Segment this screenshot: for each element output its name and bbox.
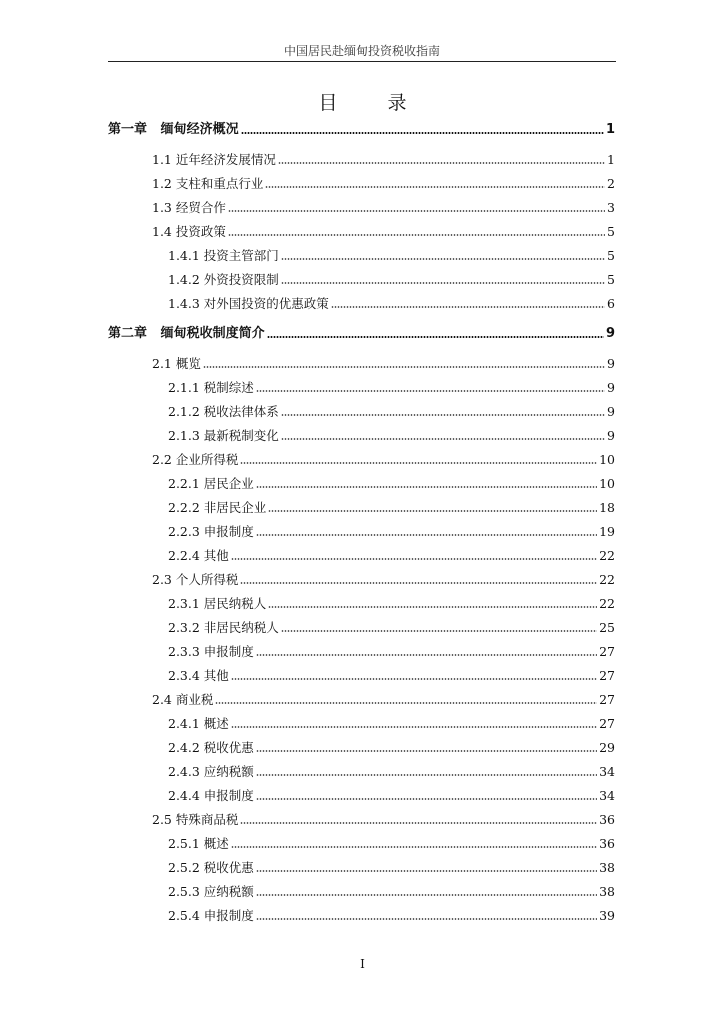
toc-leader-dots: [256, 485, 597, 489]
toc-entry-page: 9: [607, 356, 615, 371]
toc-entry[interactable]: [168, 834, 615, 854]
toc-leader-dots: [231, 725, 597, 729]
toc-entry-page: 1: [605, 122, 615, 137]
toc-entry-label: 2.5.3 应纳税额: [168, 884, 254, 899]
toc-entry-page: 38: [599, 860, 615, 875]
toc-entry-label: 2.2.1 居民企业: [168, 476, 254, 491]
toc-leader-dots: [215, 701, 597, 705]
toc-entry[interactable]: [168, 858, 615, 878]
toc-leader-dots: [278, 161, 605, 165]
toc-leader-dots: [267, 335, 604, 339]
toc-entry-label: 2.1.2 税收法律体系: [168, 404, 279, 419]
toc-entry-label: 2.3.3 申报制度: [168, 644, 254, 659]
toc-entry-label: 2.2.2 非居民企业: [168, 500, 267, 515]
toc-entry-label: 2.1 概览: [152, 356, 201, 371]
toc-chapter-entry[interactable]: [108, 120, 615, 140]
toc-leader-dots: [268, 509, 597, 513]
toc-entry-label: 1.3 经贸合作: [152, 200, 226, 215]
toc-entry-page: 10: [599, 452, 615, 467]
toc-entry[interactable]: [168, 246, 615, 266]
toc-entry-label: 第二章 缅甸税收制度简介: [108, 326, 265, 341]
toc-entry-label: 1.2 支柱和重点行业: [152, 176, 264, 191]
toc-entry[interactable]: [168, 786, 615, 806]
toc-entry[interactable]: [168, 402, 615, 422]
toc-entry[interactable]: [168, 714, 615, 734]
toc-entry-page: 2: [607, 176, 615, 191]
toc-entry[interactable]: [168, 522, 615, 542]
toc-entry-page: 22: [599, 548, 615, 563]
toc-leader-dots: [281, 281, 605, 285]
toc-entry-label: 2.4.4 申报制度: [168, 788, 254, 803]
toc-entry-label: 2.1.3 最新税制变化: [168, 428, 279, 443]
toc-entry-page: 5: [607, 224, 615, 239]
toc-entry-page: 22: [599, 572, 615, 587]
toc-entry-label: 2.4.1 概述: [168, 716, 229, 731]
running-header: 中国居民赴缅甸投资税收指南: [283, 44, 440, 58]
toc-entry-label: 第一章 缅甸经济概况: [108, 122, 239, 137]
toc-entry[interactable]: [168, 762, 615, 782]
toc-entry-label: 2.2 企业所得税: [152, 452, 239, 467]
toc-entry-label: 2.3.2 非居民纳税人: [168, 620, 279, 635]
toc-entry-page: 36: [599, 812, 615, 827]
toc-title: 目 录: [318, 92, 429, 114]
toc-entry-page: 39: [599, 908, 615, 923]
toc-leader-dots: [240, 461, 597, 465]
toc-entry[interactable]: [168, 738, 615, 758]
toc-entry[interactable]: [168, 906, 615, 926]
toc-entry-page: 9: [607, 404, 615, 419]
toc-entry[interactable]: [152, 450, 615, 470]
toc-entry[interactable]: [152, 810, 615, 830]
toc-leader-dots: [281, 257, 605, 261]
toc-leader-dots: [331, 305, 605, 309]
toc-entry-label: 2.3.4 其他: [168, 668, 229, 683]
toc-entry-label: 1.4 投资政策: [152, 224, 226, 239]
toc-entry-page: 10: [599, 476, 615, 491]
page-number: I: [360, 957, 365, 971]
toc-leader-dots: [240, 821, 597, 825]
toc-leader-dots: [241, 131, 604, 135]
toc-entry[interactable]: [152, 222, 615, 242]
toc-entry-label: 2.4.2 税收优惠: [168, 740, 254, 755]
toc-entry-page: 19: [599, 524, 615, 539]
toc-leader-dots: [256, 869, 597, 873]
toc-entry-label: 1.4.1 投资主管部门: [168, 248, 279, 263]
toc-leader-dots: [268, 605, 597, 609]
toc-leader-dots: [256, 389, 605, 393]
toc-entry-page: 6: [607, 296, 615, 311]
toc-leader-dots: [256, 749, 597, 753]
toc-leader-dots: [256, 653, 597, 657]
toc-entry[interactable]: [168, 378, 615, 398]
toc-leader-dots: [281, 437, 605, 441]
toc-leader-dots: [256, 893, 597, 897]
toc-entry-label: 2.2.3 申报制度: [168, 524, 254, 539]
toc-leader-dots: [203, 365, 605, 369]
toc-entry-label: 2.4.3 应纳税额: [168, 764, 254, 779]
toc-entry[interactable]: [168, 594, 615, 614]
toc-entry-page: 34: [599, 764, 615, 779]
toc-entry[interactable]: [152, 570, 615, 590]
toc-entry-page: 27: [599, 716, 615, 731]
toc-entry-label: 2.3.1 居民纳税人: [168, 596, 267, 611]
toc-chapter-entry[interactable]: [108, 324, 615, 344]
toc-leader-dots: [228, 209, 605, 213]
toc-leader-dots: [240, 581, 597, 585]
toc-entry[interactable]: [168, 546, 615, 566]
toc-entry-page: 22: [599, 596, 615, 611]
toc-leader-dots: [231, 677, 597, 681]
toc-entry-label: 2.2.4 其他: [168, 548, 229, 563]
toc-entry[interactable]: [168, 270, 615, 290]
toc-entry[interactable]: [168, 498, 615, 518]
toc-entry[interactable]: [168, 618, 615, 638]
toc-entry-page: 3: [607, 200, 615, 215]
toc-leader-dots: [256, 533, 597, 537]
toc-entry-page: 1: [607, 152, 615, 167]
toc-leader-dots: [256, 917, 597, 921]
toc-entry-label: 2.5 特殊商品税: [152, 812, 239, 827]
toc-entry-page: 5: [607, 272, 615, 287]
toc-leader-dots: [281, 629, 597, 633]
toc-entry[interactable]: [168, 666, 615, 686]
toc-entry[interactable]: [168, 426, 615, 446]
toc-entry-page: 36: [599, 836, 615, 851]
toc-entry-page: 29: [599, 740, 615, 755]
toc-entry-page: 27: [599, 668, 615, 683]
toc-leader-dots: [228, 233, 605, 237]
toc-entry-label: 2.5.1 概述: [168, 836, 229, 851]
toc-leader-dots: [281, 413, 605, 417]
toc-entry-page: 27: [599, 644, 615, 659]
toc-leader-dots: [231, 557, 597, 561]
toc-entry-page: 18: [599, 500, 615, 515]
toc-entry[interactable]: [152, 690, 615, 710]
toc-entry-label: 2.5.4 申报制度: [168, 908, 254, 923]
toc-entry[interactable]: [152, 174, 615, 194]
toc-entry-page: 9: [607, 428, 615, 443]
toc-entry-page: 9: [605, 326, 615, 341]
toc-entry-label: 2.3 个人所得税: [152, 572, 239, 587]
toc-leader-dots: [256, 773, 597, 777]
toc-leader-dots: [256, 797, 597, 801]
toc-entry-page: 38: [599, 884, 615, 899]
toc-entry-label: 2.4 商业税: [152, 692, 214, 707]
toc-entry-label: 1.4.2 外资投资限制: [168, 272, 279, 287]
toc-entry[interactable]: [152, 150, 615, 170]
toc-leader-dots: [231, 845, 597, 849]
toc-entry-page: 5: [607, 248, 615, 263]
toc-entry-page: 25: [599, 620, 615, 635]
toc-entry-label: 1.4.3 对外国投资的优惠政策: [168, 296, 329, 311]
toc-entry[interactable]: [168, 294, 615, 314]
toc-entry-page: 34: [599, 788, 615, 803]
toc-entry[interactable]: [168, 882, 615, 902]
toc-entry-page: 9: [607, 380, 615, 395]
toc-entry[interactable]: [152, 198, 615, 218]
toc-entry[interactable]: [152, 354, 615, 374]
toc-leader-dots: [265, 185, 605, 189]
toc-entry[interactable]: [168, 474, 615, 494]
toc-entry-page: 27: [599, 692, 615, 707]
toc-entry-label: 2.1.1 税制综述: [168, 380, 254, 395]
toc-entry-label: 1.1 近年经济发展情况: [152, 152, 276, 167]
toc-entry-label: 2.5.2 税收优惠: [168, 860, 254, 875]
toc-entry[interactable]: [168, 642, 615, 662]
